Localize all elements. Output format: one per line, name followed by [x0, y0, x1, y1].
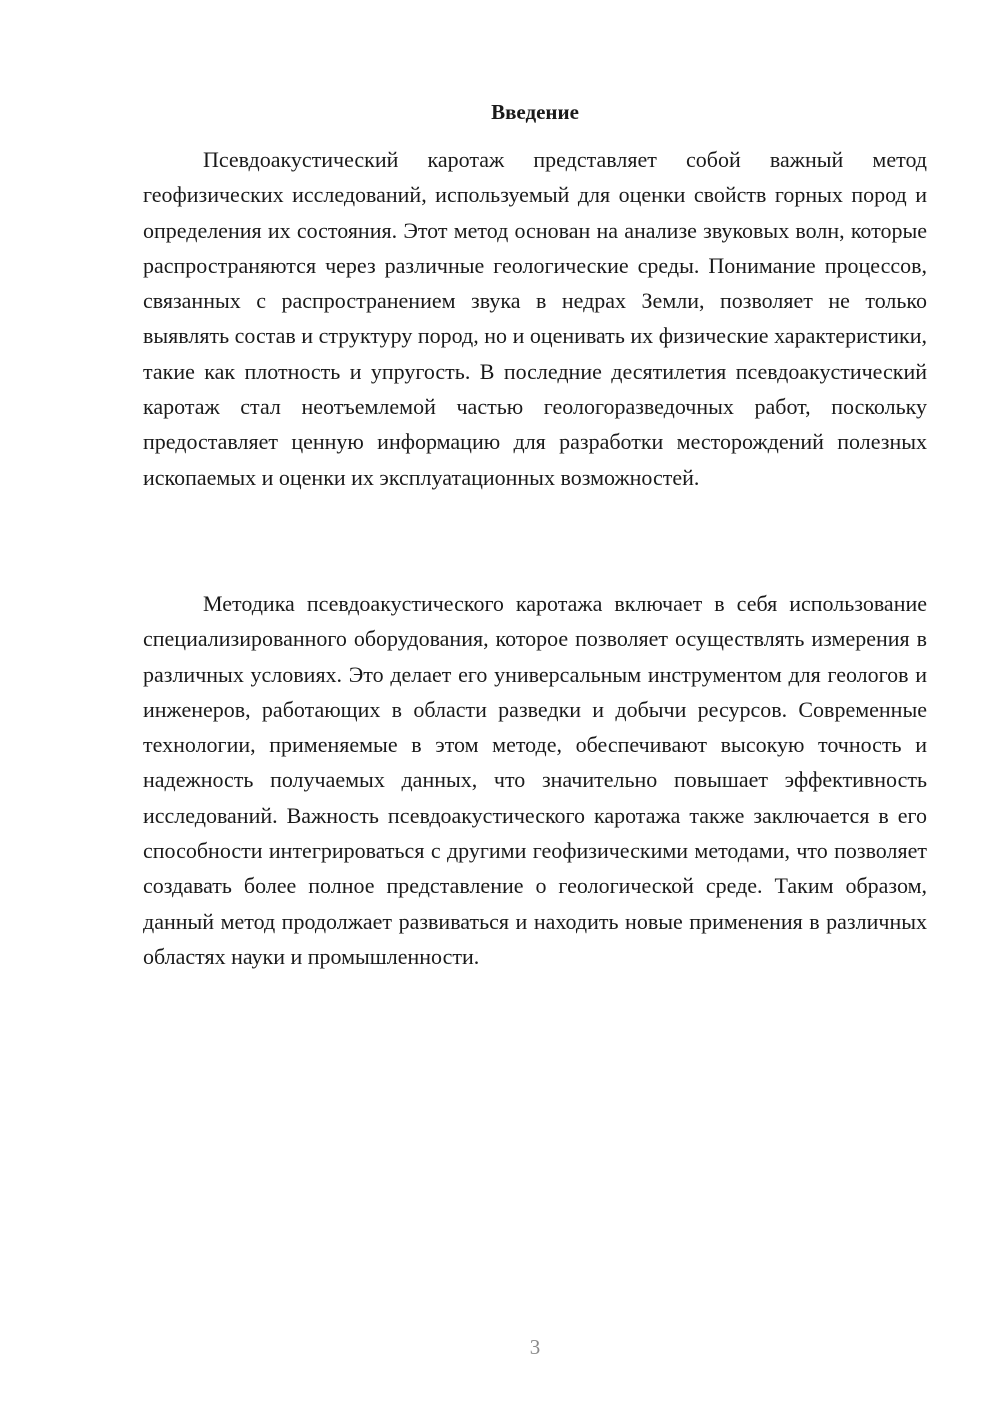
- paragraph-methodology: Методика псевдоакустического каротажа включает в себя использование специализированного оборудования, которое позволяет осуществлять измерения в различных условиях. Это делает его универсальным инструментом для геологов и инженеров, работающих в области разведки и добычи ресурсов. Современные технологии, применяемые в этом методе, обеспечивают высокую точность и надежность получаемых данных, что значительно повышает эффективность исследований. Важность псевдоакустического каротажа также заключается в его способности интегрироваться с другими геофизическими методами, что позволяет создавать более полное представление о геологической среде. Таким образом, данный метод продолжает развиваться и находить новые применения в различных областях науки и промышленности.: [143, 591, 927, 969]
- paragraph-intro: Псевдоакустический каротаж представляет собой важный метод геофизических исследований, используемый для оценки свойств горных пород и определения их состояния. Этот метод основан на анализе звуковых волн, которые распространяются через различные геологические среды. Понимание процессов, связанных с распространением звука в недрах Земли, позволяет не только выявлять состав и структуру пород, но и оценивать их физические характеристики, такие как плотность и упругость. В последние десятилетия псевдоакустический каротаж стал неотъемлемой частью геологоразведочных работ, поскольку предоставляет ценную информацию для разработки месторождений полезных ископаемых и оценки их эксплуатационных возможностей.: [143, 147, 927, 490]
- page-number: 3: [529, 1335, 541, 1359]
- section-heading: Введение: [491, 100, 579, 124]
